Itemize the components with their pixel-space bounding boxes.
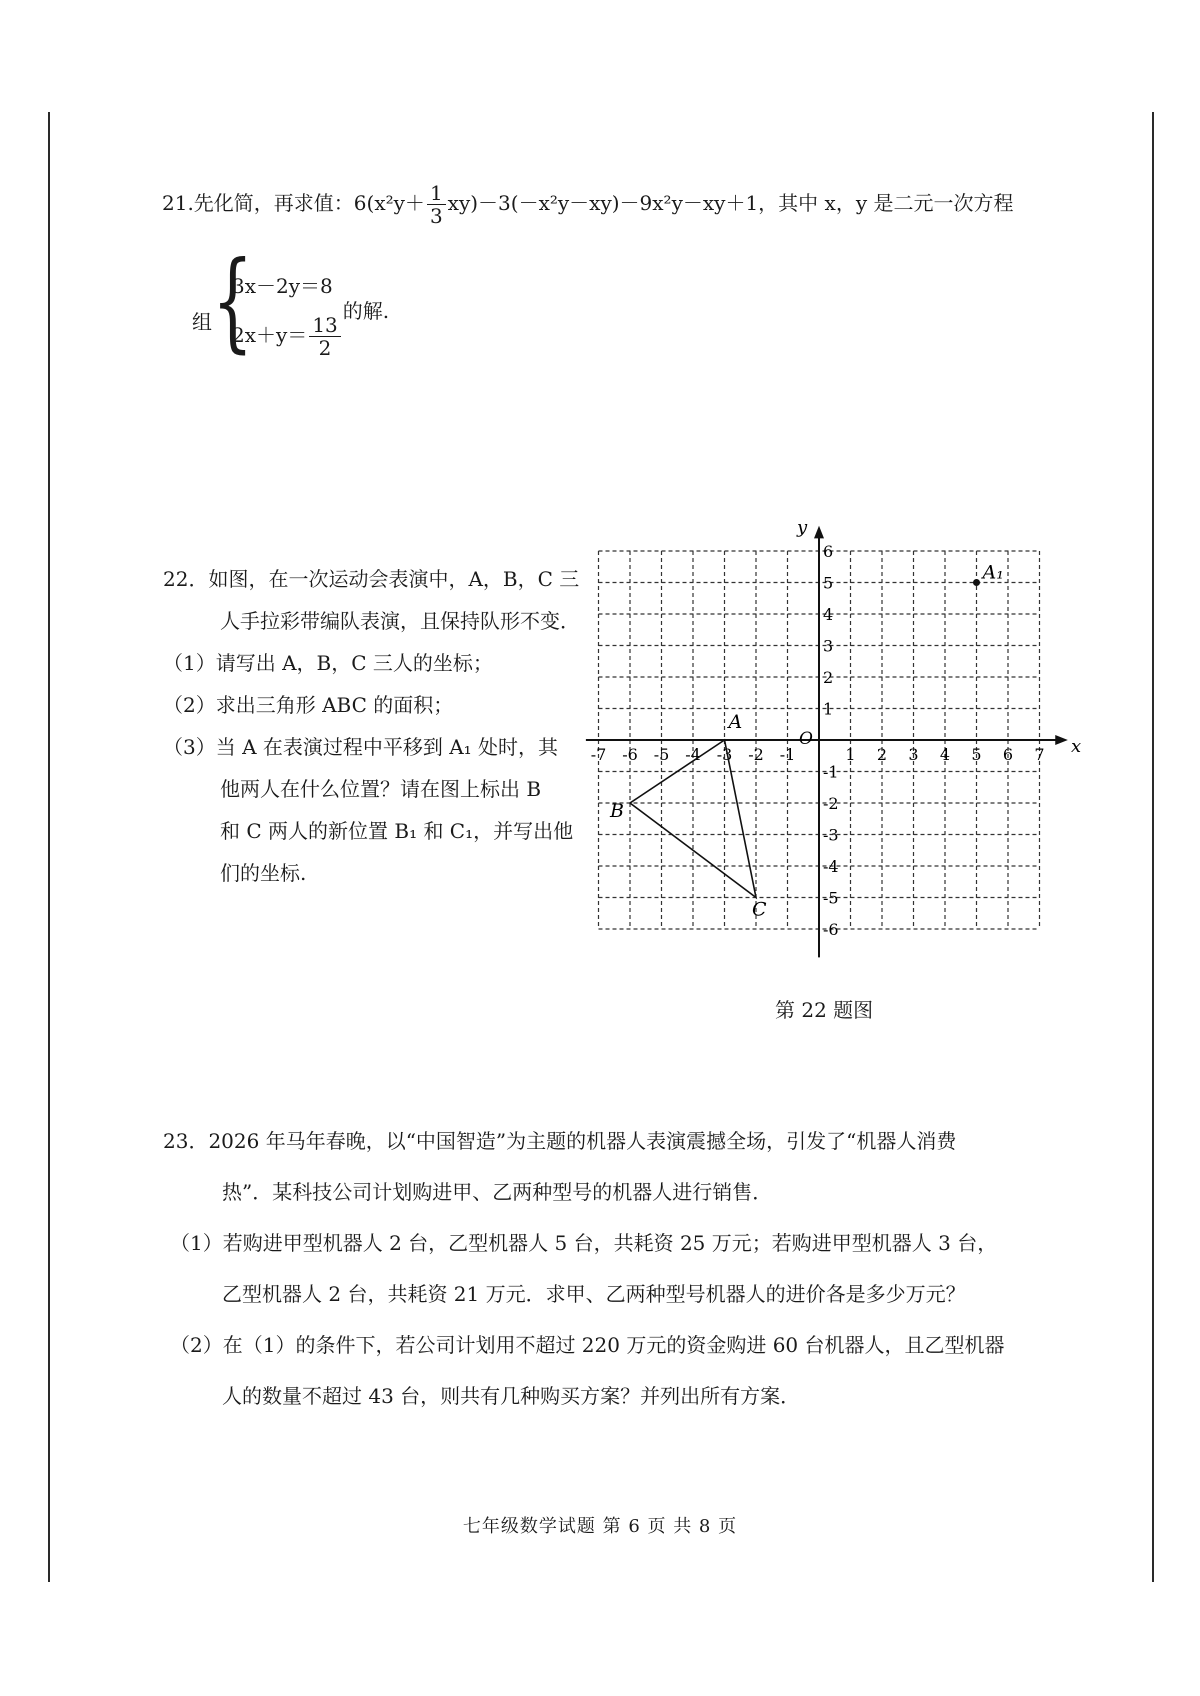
y-tick-label: 2 — [823, 668, 834, 687]
page-footer: 七年级数学试题 第 6 页 共 8 页 — [462, 1516, 738, 1537]
y-axis-arrow-icon — [814, 526, 824, 539]
q22-line: 们的坐标. — [220, 861, 307, 885]
q21-frac-den: 3 — [429, 204, 443, 228]
x-tick-label: 6 — [1002, 745, 1014, 764]
x-tick-label: -1 — [779, 745, 796, 764]
q22-line: 人手拉彩带编队表演，且保持队形不变． — [220, 609, 580, 633]
q23-line: 人的数量不超过 43 台，则共有几种购买方案？并列出所有方案． — [222, 1384, 801, 1408]
figure-caption: 第 22 题图 — [775, 998, 874, 1022]
q21-eq2-den: 2 — [318, 336, 332, 360]
x-tick-label: 3 — [908, 745, 919, 764]
x-tick-label: 2 — [876, 745, 888, 764]
y-tick-label: 5 — [823, 573, 834, 593]
x-tick-label: -6 — [622, 745, 638, 764]
q22-line: 他两人在什么位置？请在图上标出 B — [220, 777, 542, 801]
y-tick-label: -5 — [823, 888, 839, 908]
q22-line: 和 C 两人的新位置 B₁ 和 C₁，并写出他 — [220, 819, 574, 843]
q22-line: （3）当 A 在表演过程中平移到 A₁ 处时，其 — [163, 735, 559, 759]
x-axis-label: x — [1071, 736, 1082, 757]
q21-eq2 — [232, 299, 390, 360]
coordinate-grid-figure — [590, 516, 1082, 948]
q21-line1 — [162, 182, 1013, 227]
point-a1-dot — [973, 579, 980, 586]
q21-frac-num: 1 — [427, 182, 446, 205]
right-margin-line — [1152, 112, 1154, 1582]
point-label: A — [728, 711, 743, 733]
origin-label: O — [799, 729, 813, 749]
q21-eq2-num: 13 — [309, 314, 340, 337]
y-tick-label: 3 — [823, 636, 834, 656]
y-tick-label: -3 — [823, 825, 839, 845]
y-tick-label: 1 — [823, 699, 834, 719]
y-tick-label: -2 — [823, 794, 839, 813]
point-label: B — [610, 800, 624, 822]
q21-eq2-left: 2x＋y＝ — [232, 323, 308, 347]
q23-line: （1）若购进甲型机器人 2 台，乙型机器人 5 台，共耗资 25 万元；若购进甲型机器人 3 台， — [170, 1231, 998, 1255]
point-label: A₁ — [982, 561, 1004, 584]
q21-eq1: 3x－2y＝8 — [232, 274, 333, 298]
q21-prefix: 组 — [192, 310, 212, 334]
y-tick-label: 4 — [823, 605, 834, 624]
q23-line: 23．2026 年马年春晚，以“中国智造”为主题的机器人表演震撼全场，引发了“机器人消费 — [163, 1129, 957, 1153]
x-tick-label: -3 — [716, 745, 733, 764]
y-tick-label: -4 — [823, 857, 839, 876]
q21-text-b: xy)－3(－x²y－xy)－9x²y－xy＋1，其中 x，y 是二元一次方程 — [447, 191, 1014, 215]
y-axis-label: y — [797, 516, 808, 538]
q21-suffix: 的解. — [342, 299, 390, 323]
left-brace-icon: { — [212, 239, 254, 364]
x-tick-label: -7 — [590, 745, 607, 764]
q23-line: 热”．某科技公司计划购进甲、乙两种型号的机器人进行销售． — [222, 1180, 773, 1204]
q22-line: 22．如图，在一次运动会表演中，A，B，C 三 — [163, 567, 580, 591]
q22-line: （2）求出三角形 ABC 的面积； — [163, 693, 454, 717]
x-tick-label: 4 — [939, 745, 951, 764]
q22-line: （1）请写出 A，B，C 三人的坐标； — [163, 651, 493, 675]
x-tick-label: 1 — [845, 745, 856, 764]
point-label: C — [752, 898, 767, 921]
q23-line: 乙型机器人 2 台，共耗资 21 万元．求甲、乙两种型号机器人的进价各是多少万元？ — [222, 1282, 966, 1306]
x-tick-label: -4 — [685, 745, 701, 764]
y-tick-label: -1 — [823, 762, 839, 782]
y-tick-label: 6 — [823, 542, 834, 561]
x-tick-label: 5 — [971, 745, 982, 764]
q22-text — [163, 558, 603, 894]
left-margin-line — [48, 112, 50, 1582]
x-tick-label: -2 — [748, 745, 764, 764]
q21-text-a: 21.先化简，再求值：6(x²y＋ — [162, 191, 425, 215]
x-tick-label: -5 — [653, 745, 670, 764]
y-tick-label: -6 — [823, 920, 839, 939]
x-tick-label: 7 — [1034, 745, 1045, 764]
q21-fraction — [427, 182, 446, 227]
q21-eq2-fraction — [309, 314, 340, 359]
q23-line: （2）在（1）的条件下，若公司计划用不超过 220 万元的资金购进 60 台机器人，且乙型机器 — [170, 1333, 1005, 1357]
x-axis-arrow-icon — [1055, 735, 1068, 745]
